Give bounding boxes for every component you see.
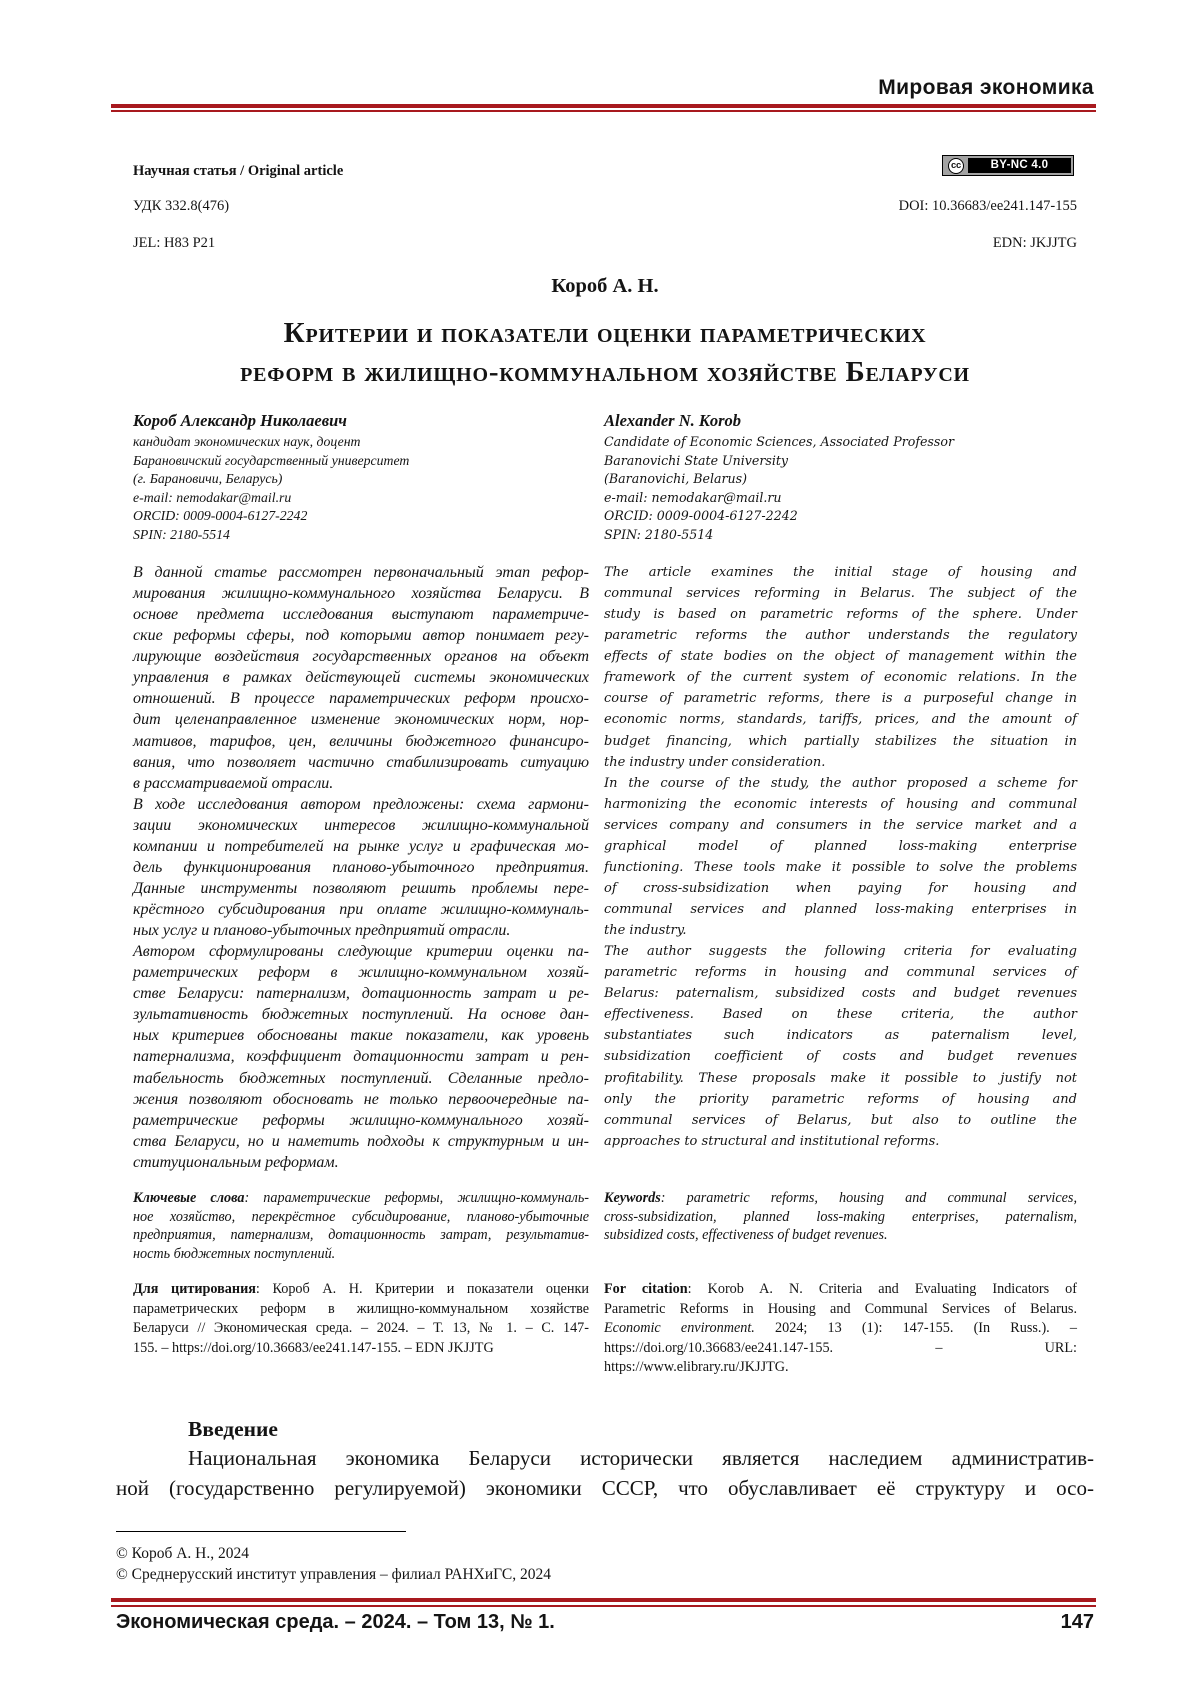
text-line: services company and consumers in the service market and a	[604, 817, 1077, 833]
text-line: study is based on parametric reforms of the sphere. Under	[604, 607, 1077, 623]
text-line: Данные инструменты позволяют решить проблемы пере-	[133, 879, 589, 897]
citation-text: : Korob A. N. Criteria and Evaluating Indicators of	[687, 1281, 1077, 1297]
keywords-text: : параметрические реформы, жилищно-коммуналь-	[244, 1190, 590, 1206]
text-line: budget financing, which partially stabilizes the situation in	[604, 733, 1077, 749]
footer-rule-thin	[111, 1605, 1096, 1607]
text-line: effectiveness. Based on these criteria, the author	[604, 1007, 1077, 1023]
text-line: ное хозяйство, перекрёстное субсидирование, планово-убыточные	[133, 1208, 589, 1225]
text-line: economic norms, standards, tariffs, prices, and the amount of	[604, 712, 1077, 728]
citation-first-line	[604, 1280, 1077, 1300]
text-line: жения позволяют обосновать не только первоочередные па-	[133, 1090, 589, 1108]
text-line: The article examines the initial stage of housing and	[604, 565, 1077, 580]
citation-lines	[133, 1300, 589, 1359]
article-type: Научная статья / Original article	[133, 163, 344, 179]
title-line: Критерии и показатели оценки параметрических	[283, 317, 927, 349]
text-line: Автором сформулированы следующие критерии оценки па-	[133, 943, 589, 961]
keywords-en	[604, 1189, 1077, 1245]
text-line: Барановичский государственный университет	[133, 452, 410, 468]
citation-line	[604, 1319, 1077, 1339]
text-line: дель функционирования планово-убыточного предприятия.	[133, 858, 589, 876]
text-line: the industry.	[604, 923, 687, 939]
text-line: harmonizing the economic interests of housing and communal	[604, 796, 1077, 812]
text-line: The author suggests the following criteria for evaluating	[604, 944, 1077, 960]
text-line: functioning. These tools make it possible to solve the problems	[604, 859, 1077, 875]
udk-code: УДК 332.8(476)	[133, 198, 230, 214]
citation-text: : Короб А. Н. Критерии и показатели оценки	[255, 1281, 589, 1297]
citation-en	[604, 1280, 1077, 1378]
text-line: approaches to structural and institutional reforms.	[604, 1133, 940, 1149]
text-line: Candidate of Economic Sciences, Associated Professor	[604, 434, 954, 449]
text-line: communal services reforming in Belarus. The subject of the	[604, 586, 1077, 602]
paragraph	[133, 941, 589, 1173]
article-title	[0, 314, 1200, 392]
edn-code: EDN: JKJJTG	[992, 235, 1077, 251]
text-line: В ходе исследования автором предложены: схема гармони-	[133, 795, 589, 813]
text-line: © Среднерусский институт управления – филиал РАНХиГС, 2024	[116, 1566, 552, 1583]
text-line: в рассматриваемой отрасли.	[133, 774, 334, 792]
author-name-ru: Короб Александр Николаевич	[133, 411, 347, 430]
text-line: стве Беларуси: патернализм, дотационность затрат и ре-	[133, 985, 589, 1003]
text-line: substantiates such indicators as paternalism level,	[604, 1028, 1077, 1044]
text-line: кандидат экономических наук, доцент	[133, 434, 361, 449]
text-line: graphical model of planned loss-making enterprise	[604, 838, 1077, 854]
text-line: communal services and planned loss-making enterprises in	[604, 902, 1077, 917]
text-line: cross-subsidization, planned loss-making enterprises, paternalism,	[604, 1208, 1077, 1225]
text-line: табельность бюджетных поступлений. Сделанные предло-	[133, 1069, 589, 1087]
abstract-en	[604, 562, 1077, 1152]
text-line: e-mail: nemodakar@mail.ru	[604, 489, 782, 505]
keywords-text: : parametric reforms, housing and communal services,	[660, 1190, 1077, 1206]
paragraph	[604, 562, 1077, 773]
text-line: SPIN: 2180-5514	[604, 526, 714, 542]
text-line: Беларуси // Экономическая среда. – 2024. – Т. 13, № 1. – С. 147-	[133, 1320, 589, 1337]
cc-icon: cc	[948, 158, 964, 174]
keywords-label: Keywords	[604, 1190, 661, 1206]
text-line: Baranovichi State University	[604, 452, 789, 468]
text-line: subsidization coefficient of costs and budget revenues	[604, 1049, 1077, 1065]
text-line: предприятия, патернализм, дотационность затрат, результатив-	[133, 1227, 589, 1244]
text-line: ной (государственно регулируемой) экономики СССР, что обуславливает её структуру и осо-	[116, 1476, 1094, 1500]
section-heading: Введение	[188, 1417, 278, 1441]
citation-label: Для цитирования	[133, 1281, 256, 1297]
author-details-en	[604, 433, 1077, 545]
citation-label: For citation	[604, 1281, 688, 1297]
citation-line: https://www.elibrary.ru/JKJJTG.	[604, 1359, 789, 1376]
jel-code: JEL: H83 P21	[133, 235, 216, 251]
text-line: (Baranovichi, Belarus)	[604, 471, 747, 487]
footer-rule-thick	[111, 1598, 1096, 1602]
text-line: мирования жилищно-коммунального хозяйства Беларуси. В	[133, 585, 589, 603]
author-short: Короб А. Н.	[551, 275, 659, 297]
text-line: ституциональным реформам.	[133, 1153, 339, 1171]
text-line: of cross-subsidization when paying for housing and	[604, 880, 1077, 896]
keywords-lines	[133, 1208, 589, 1264]
text-line: ных критериев обоснованы такие показатели, как уровень	[133, 1027, 589, 1045]
section-title: Мировая экономика	[878, 76, 1094, 99]
title-line: реформ в жилищно-коммунальном хозяйстве Беларуси	[240, 356, 970, 388]
text-line: отношений. В процессе параметрических реформ происхо-	[133, 690, 589, 708]
text-line: вания, что позволяет частично стабилизировать ситуацию	[133, 753, 589, 771]
text-line: © Короб А. Н., 2024	[116, 1545, 249, 1562]
text-line: parametric reforms the author understands the regulatory	[604, 628, 1077, 644]
text-line: ские реформы сферы, под которыми автор понимает регу-	[133, 627, 589, 645]
paragraph	[133, 562, 589, 794]
text-line: зультативность бюджетных поступлений. На основе дан-	[133, 1006, 589, 1024]
text-line: основе предмета исследования выступают параметриче-	[133, 606, 589, 624]
keywords-ru	[133, 1189, 589, 1264]
text-line: (г. Барановичи, Беларусь)	[133, 471, 283, 487]
text-line: ства Беларуси, но и наметить подходы к структурным и ин-	[133, 1132, 589, 1150]
journal-name: Economic environment.	[604, 1320, 755, 1337]
footer-journal: Экономическая среда. – 2024. – Том 13, № 1.	[116, 1611, 555, 1633]
text-line: патернализма, коэффициент дотационности затрат и рен-	[133, 1048, 589, 1066]
text-line: раметрические реформы жилищно-коммунального хозяй-	[133, 1111, 589, 1129]
text-line: course of parametric reforms, there is a purposeful change in	[604, 691, 1077, 707]
text-line: управления в рамках действующей системы экономических	[133, 669, 589, 687]
text-line: лирующие воздействия государственных органов на объект	[133, 648, 589, 666]
footnote-rule	[116, 1531, 406, 1532]
text-line: communal services of Belarus, but also to outline the	[604, 1112, 1077, 1128]
text-line: 155. – https://doi.org/10.36683/ee241.147-155. – EDN JKJJTG	[133, 1339, 494, 1356]
text-line: Национальная экономика Беларуси исторически является наследием административ-	[188, 1446, 1094, 1470]
text-line: e-mail: nemodakar@mail.ru	[133, 489, 292, 505]
citation-ru	[133, 1280, 589, 1358]
text-line: ных услуг и планово-убыточных предприятий отрасли.	[133, 922, 511, 940]
copyright-notes	[116, 1543, 551, 1585]
author-name-en: Alexander N. Korob	[604, 411, 742, 430]
doi: DOI: 10.36683/ee241.147-155	[898, 198, 1077, 214]
text-line: параметрических реформ в жилищно-коммунальном хозяйстве	[133, 1300, 589, 1317]
text-line: ORCID: 0009-0004-6127-2242	[133, 508, 308, 524]
text-line: profitability. These proposals make it possible to justify not	[604, 1070, 1077, 1086]
text-line: Belarus: paternalism, subsidized costs and budget revenues	[604, 986, 1077, 1002]
license-label: BY-NC 4.0	[968, 158, 1071, 173]
text-line: ность бюджетных поступлений.	[133, 1246, 336, 1263]
citation-first-line	[133, 1280, 589, 1300]
paragraph	[604, 941, 1077, 1152]
text-line: дит целенаправленное изменение экономических норм, нор-	[133, 711, 589, 729]
page-number: 147	[1060, 1611, 1094, 1633]
author-details-ru	[133, 433, 589, 545]
keywords-first-line	[133, 1189, 589, 1208]
text-line: effects of state bodies on the object of management within the	[604, 649, 1077, 665]
text-line: parametric reforms in housing and communal services of	[604, 965, 1077, 981]
paragraph	[133, 794, 589, 941]
text-line: зации экономических интересов жилищно-коммунальной	[133, 816, 589, 834]
text-line: крёстного субсидирования при оплате жилищно-коммуналь-	[133, 901, 589, 918]
text-line: framework of the current system of economic relations. In the	[604, 670, 1077, 686]
text-line: SPIN: 2180-5514	[133, 526, 230, 542]
text-line: In the course of the study, the author proposed a scheme for	[604, 775, 1077, 791]
keywords-lines	[604, 1208, 1077, 1245]
keywords-first-line	[604, 1189, 1077, 1208]
text-line: only the priority parametric reforms of housing and	[604, 1091, 1077, 1107]
citation-line: Parametric Reforms in Housing and Communal Services of Belarus.	[604, 1300, 1077, 1317]
header-rule-thin	[111, 110, 1096, 112]
text-line: ORCID: 0009-0004-6127-2242	[604, 508, 798, 524]
text-line: раметрических реформ в жилищно-коммунальном хозяй-	[133, 964, 589, 982]
text-line: мативов, тарифов, цен, величины бюджетного финансиро-	[133, 732, 589, 750]
license-badge	[942, 155, 1074, 176]
text-line: the industry under consideration.	[604, 754, 826, 770]
keywords-label: Ключевые слова	[133, 1190, 245, 1206]
abstract-ru	[133, 562, 589, 1173]
paragraph	[604, 773, 1077, 942]
text-line: subsidized costs, effectiveness of budget revenues.	[604, 1227, 888, 1244]
citation-line: https://doi.org/10.36683/ee241.147-155. – URL:	[604, 1339, 1077, 1356]
text-line: В данной статье рассмотрен первоначальный этап рефор-	[133, 564, 589, 581]
body-paragraph	[116, 1443, 1094, 1503]
citation-text: 2024; 13 (1): 147-155. (In Russ.). –	[754, 1320, 1077, 1337]
text-line: компании и потребителей на рынке услуг и графическая мо-	[133, 837, 589, 855]
header-rule-thick	[111, 104, 1096, 108]
